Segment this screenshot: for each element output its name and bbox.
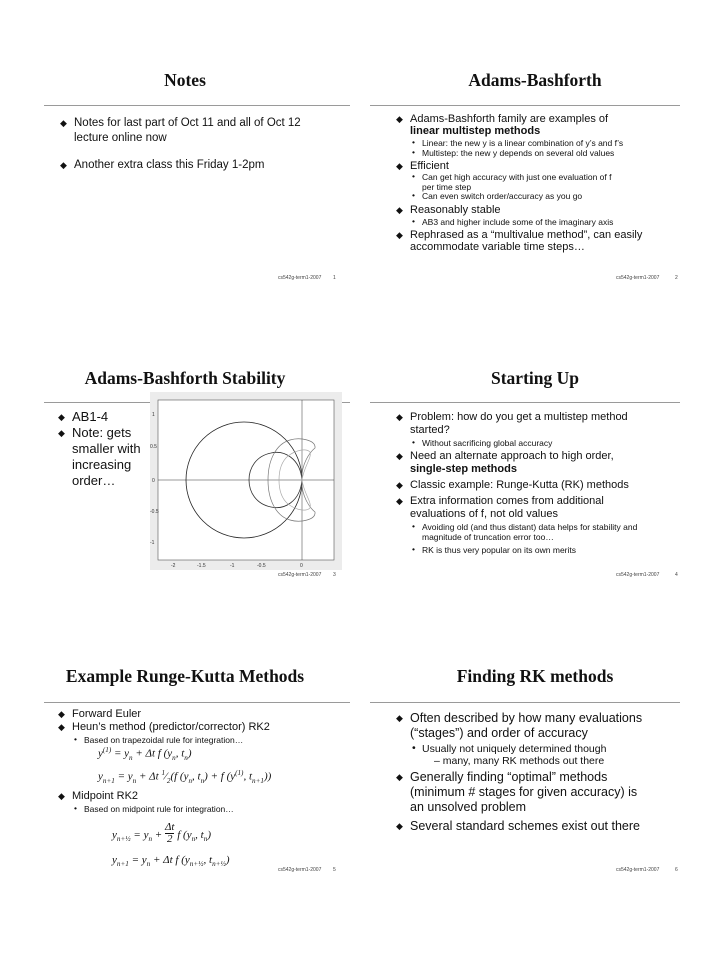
dot-bullet-icon: • (412, 215, 415, 226)
dot-bullet-icon: • (412, 137, 415, 147)
y-tick-label: 0 (152, 478, 155, 484)
slide-title: Starting Up (491, 368, 579, 388)
diamond-bullet-icon: ◆ (58, 709, 65, 719)
diamond-bullet-icon: ◆ (58, 791, 65, 801)
slide-title: Finding RK methods (456, 666, 614, 686)
footer-course: cs542g-term1-2007 (278, 867, 322, 873)
diamond-bullet-icon: ◆ (396, 713, 403, 723)
sub-bullet-item: • Avoiding old (and thus distant) data helps for stability and magnitude of truncation error too… (412, 521, 638, 542)
slide-3 (20, 362, 350, 662)
y-tick-label: 0.5 (150, 444, 157, 450)
page-number: 3 (333, 572, 336, 578)
diamond-bullet-icon: ◆ (396, 821, 403, 831)
heun-predictor-equation: $y^{(1)} = y_n + \Delta t$ f ($y_n$, $t_n$) (98, 746, 192, 762)
bullet-item: ◆ Adams-Bashforth family are examples of linear multistep methods • Linear: the new y is a linear combination of y’s and f’s • Multistep: the new y depends on several old values (396, 113, 681, 158)
bullet-item: ◆ Midpoint RK2 • Based on midpoint rule for integration… (58, 790, 328, 814)
sub-bullet-list (410, 217, 681, 227)
diamond-bullet-icon: ◆ (396, 412, 403, 422)
diamond-bullet-icon: ◆ (58, 412, 65, 422)
diamond-bullet-icon: ◆ (396, 496, 403, 506)
bullet-list (58, 790, 328, 816)
sub-bullet-list (410, 743, 676, 767)
dot-bullet-icon: • (74, 734, 77, 744)
y-tick-label: -1 (150, 540, 155, 546)
sub-bullet-item: • RK is thus very popular on its own merits (412, 544, 577, 555)
slide-title: Notes (164, 70, 206, 90)
dot-bullet-icon: • (412, 521, 415, 531)
slide-4 (370, 362, 700, 662)
x-tick-label: 0 (300, 563, 303, 569)
title-divider (370, 105, 680, 106)
bullet-item: ◆ Reasonably stable • AB3 and higher include some of the imaginary axis (396, 204, 681, 227)
bullet-item: ◆ Classic example: Runge-Kutta (RK) methods (396, 479, 629, 491)
bullet-item: ◆ Extra information comes from additional evaluations of f, not old values • Avoiding old (and thus distant) data helps for stability and magnitude of truncation error too… • RK is thus very popular on its own merits (396, 495, 681, 555)
y-tick-label: 1 (152, 412, 155, 418)
bullet-item: ◆ Generally finding “optimal” methods (minimum # stages for given accuracy) is an unsolved problem (396, 770, 638, 814)
sub-bullet-item: • Can even switch order/accuracy as you go (412, 190, 583, 201)
bullet-item: ◆ Often described by how many evaluations (“stages”) and order of accuracy • Usually not uniquely determined though – many, many RK methods out there (396, 711, 686, 767)
dot-bullet-icon: • (412, 742, 416, 754)
diamond-bullet-icon: ◆ (396, 772, 403, 782)
title-divider (370, 702, 680, 703)
diamond-bullet-icon: ◆ (60, 160, 67, 170)
footer-course: cs542g-term1-2007 (278, 275, 322, 281)
page-number: 4 (675, 572, 678, 578)
bullet-item: ◆ Another extra class this Friday 1-2pm (60, 159, 265, 171)
stability-plot (150, 392, 342, 570)
sub-bullet-item: • Can get high accuracy with just one evaluation of f per time step (412, 171, 612, 192)
sub-bullet-item: • Usually not uniquely determined though – many, many RK methods out there (410, 743, 676, 767)
y-tick-label: -0.5 (150, 509, 159, 515)
diamond-bullet-icon: ◆ (396, 114, 403, 124)
bullet-item: ◆ Need an alternate approach to high order, single-step methods (396, 450, 614, 475)
sub-bullet-list (410, 522, 641, 555)
page-number: 1 (333, 275, 336, 281)
sub-bullet-list (72, 804, 328, 814)
sub-bullet-item: • Based on trapezoidal rule for integration… (74, 734, 244, 745)
sub-bullet-item: • Linear: the new y is a linear combination of y’s and f’s (412, 137, 624, 148)
dot-bullet-icon: • (74, 803, 77, 813)
slide-5 (20, 662, 350, 962)
diamond-bullet-icon: ◆ (396, 451, 403, 461)
bullet-item: ◆ Problem: how do you get a multistep method started? • Without sacrificing global accuracy (396, 411, 681, 448)
diamond-bullet-icon: ◆ (58, 428, 65, 438)
sub-bullet-list (410, 438, 651, 448)
bullet-item: ◆ Several standard schemes exist out there (396, 819, 640, 833)
footer-course: cs542g-term1-2007 (616, 275, 660, 281)
footer-course: cs542g-term1-2007 (278, 572, 322, 578)
footer-course: cs542g-term1-2007 (616, 572, 660, 578)
sub-bullet-item: • Based on midpoint rule for integration… (74, 803, 234, 814)
dot-bullet-icon: • (412, 171, 415, 181)
x-tick-label: -1 (230, 563, 235, 569)
diamond-bullet-icon: ◆ (396, 229, 403, 240)
sub-bullet-list (72, 735, 328, 745)
slide-1 (20, 60, 350, 360)
sub-bullet-item: • Without sacrificing global accuracy (412, 437, 553, 448)
sub-bullet-item: • Multistep: the new y depends on several old values (412, 147, 615, 158)
bullet-list (58, 708, 328, 747)
dot-bullet-icon: • (412, 437, 415, 447)
slide-title: Adams-Bashforth (468, 70, 602, 90)
bullet-list (396, 411, 681, 557)
diamond-bullet-icon: ◆ (396, 480, 403, 490)
bullet-item: ◆ Heun’s method (predictor/corrector) RK2 • Based on trapezoidal rule for integration… (58, 721, 328, 745)
dot-bullet-icon: • (412, 544, 415, 554)
page-number: 2 (675, 275, 678, 281)
sub-bullet-item: • AB3 and higher include some of the imaginary axis (412, 215, 614, 227)
bullet-item: ◆ Note: gets smaller with increasing order… (58, 425, 141, 488)
dot-bullet-icon: • (412, 147, 415, 157)
title-divider (370, 402, 680, 403)
heun-corrector-equation: $y_{n+1} = y_n + \Delta t$ $^1⁄_2(f$ ($y_n$, $t_n) + f$ ($y^{(1)}$, $t_{n+1}$)) (98, 769, 272, 785)
bullet-item: ◆ Rephrased as a “multivalue method”, can easily accommodate variable time steps… (396, 228, 643, 253)
midpoint-half-step-equation: $y_{n+\frac{1}{2}} = y_n + \Delta t$ 2 f ($y_n$, $t_n$) (112, 821, 211, 845)
bullet-item: ◆ Notes for last part of Oct 11 and all of Oct 12 lecture online now (60, 117, 301, 144)
page-number: 6 (675, 867, 678, 873)
title-divider (44, 105, 350, 106)
x-tick-label: -0.5 (257, 563, 266, 569)
diamond-bullet-icon: ◆ (60, 118, 67, 128)
bullet-item: ◆ AB1-4 (58, 409, 109, 424)
diamond-bullet-icon: ◆ (396, 161, 403, 171)
title-divider (44, 702, 350, 703)
bullet-list (58, 409, 144, 489)
diamond-bullet-icon: ◆ (58, 722, 65, 732)
midpoint-full-step-equation: $y_{n+1} = y_n + \Delta t$ f ($y_{n+\frac{1}{2}}$, $t_{n+\frac{1}{2}}$) (112, 854, 230, 869)
bullet-item: ◆ Forward Euler (58, 708, 142, 720)
bullet-item: ◆ Efficient • Can get high accuracy with just one evaluation of f per time step • Can even switch order/accuracy as you go (396, 160, 681, 202)
bullet-list (60, 116, 310, 173)
footer-course: cs542g-term1-2007 (616, 867, 660, 873)
page-number: 5 (333, 867, 336, 873)
slide-title: Example Runge-Kutta Methods (65, 666, 305, 686)
dot-bullet-icon: • (412, 190, 415, 200)
bullet-list (396, 113, 681, 253)
x-tick-label: -1.5 (197, 563, 206, 569)
sub-bullet-list (410, 173, 681, 202)
sub-sub-bullet-item: – many, many RK methods out there (434, 755, 605, 767)
x-tick-label: -2 (171, 563, 176, 569)
sub-bullet-list (410, 138, 681, 158)
diamond-bullet-icon: ◆ (396, 204, 403, 215)
slide-2 (370, 60, 700, 360)
bullet-list (396, 711, 686, 834)
slide-title: Adams-Bashforth Stability (84, 368, 286, 388)
slide-6 (370, 662, 700, 962)
